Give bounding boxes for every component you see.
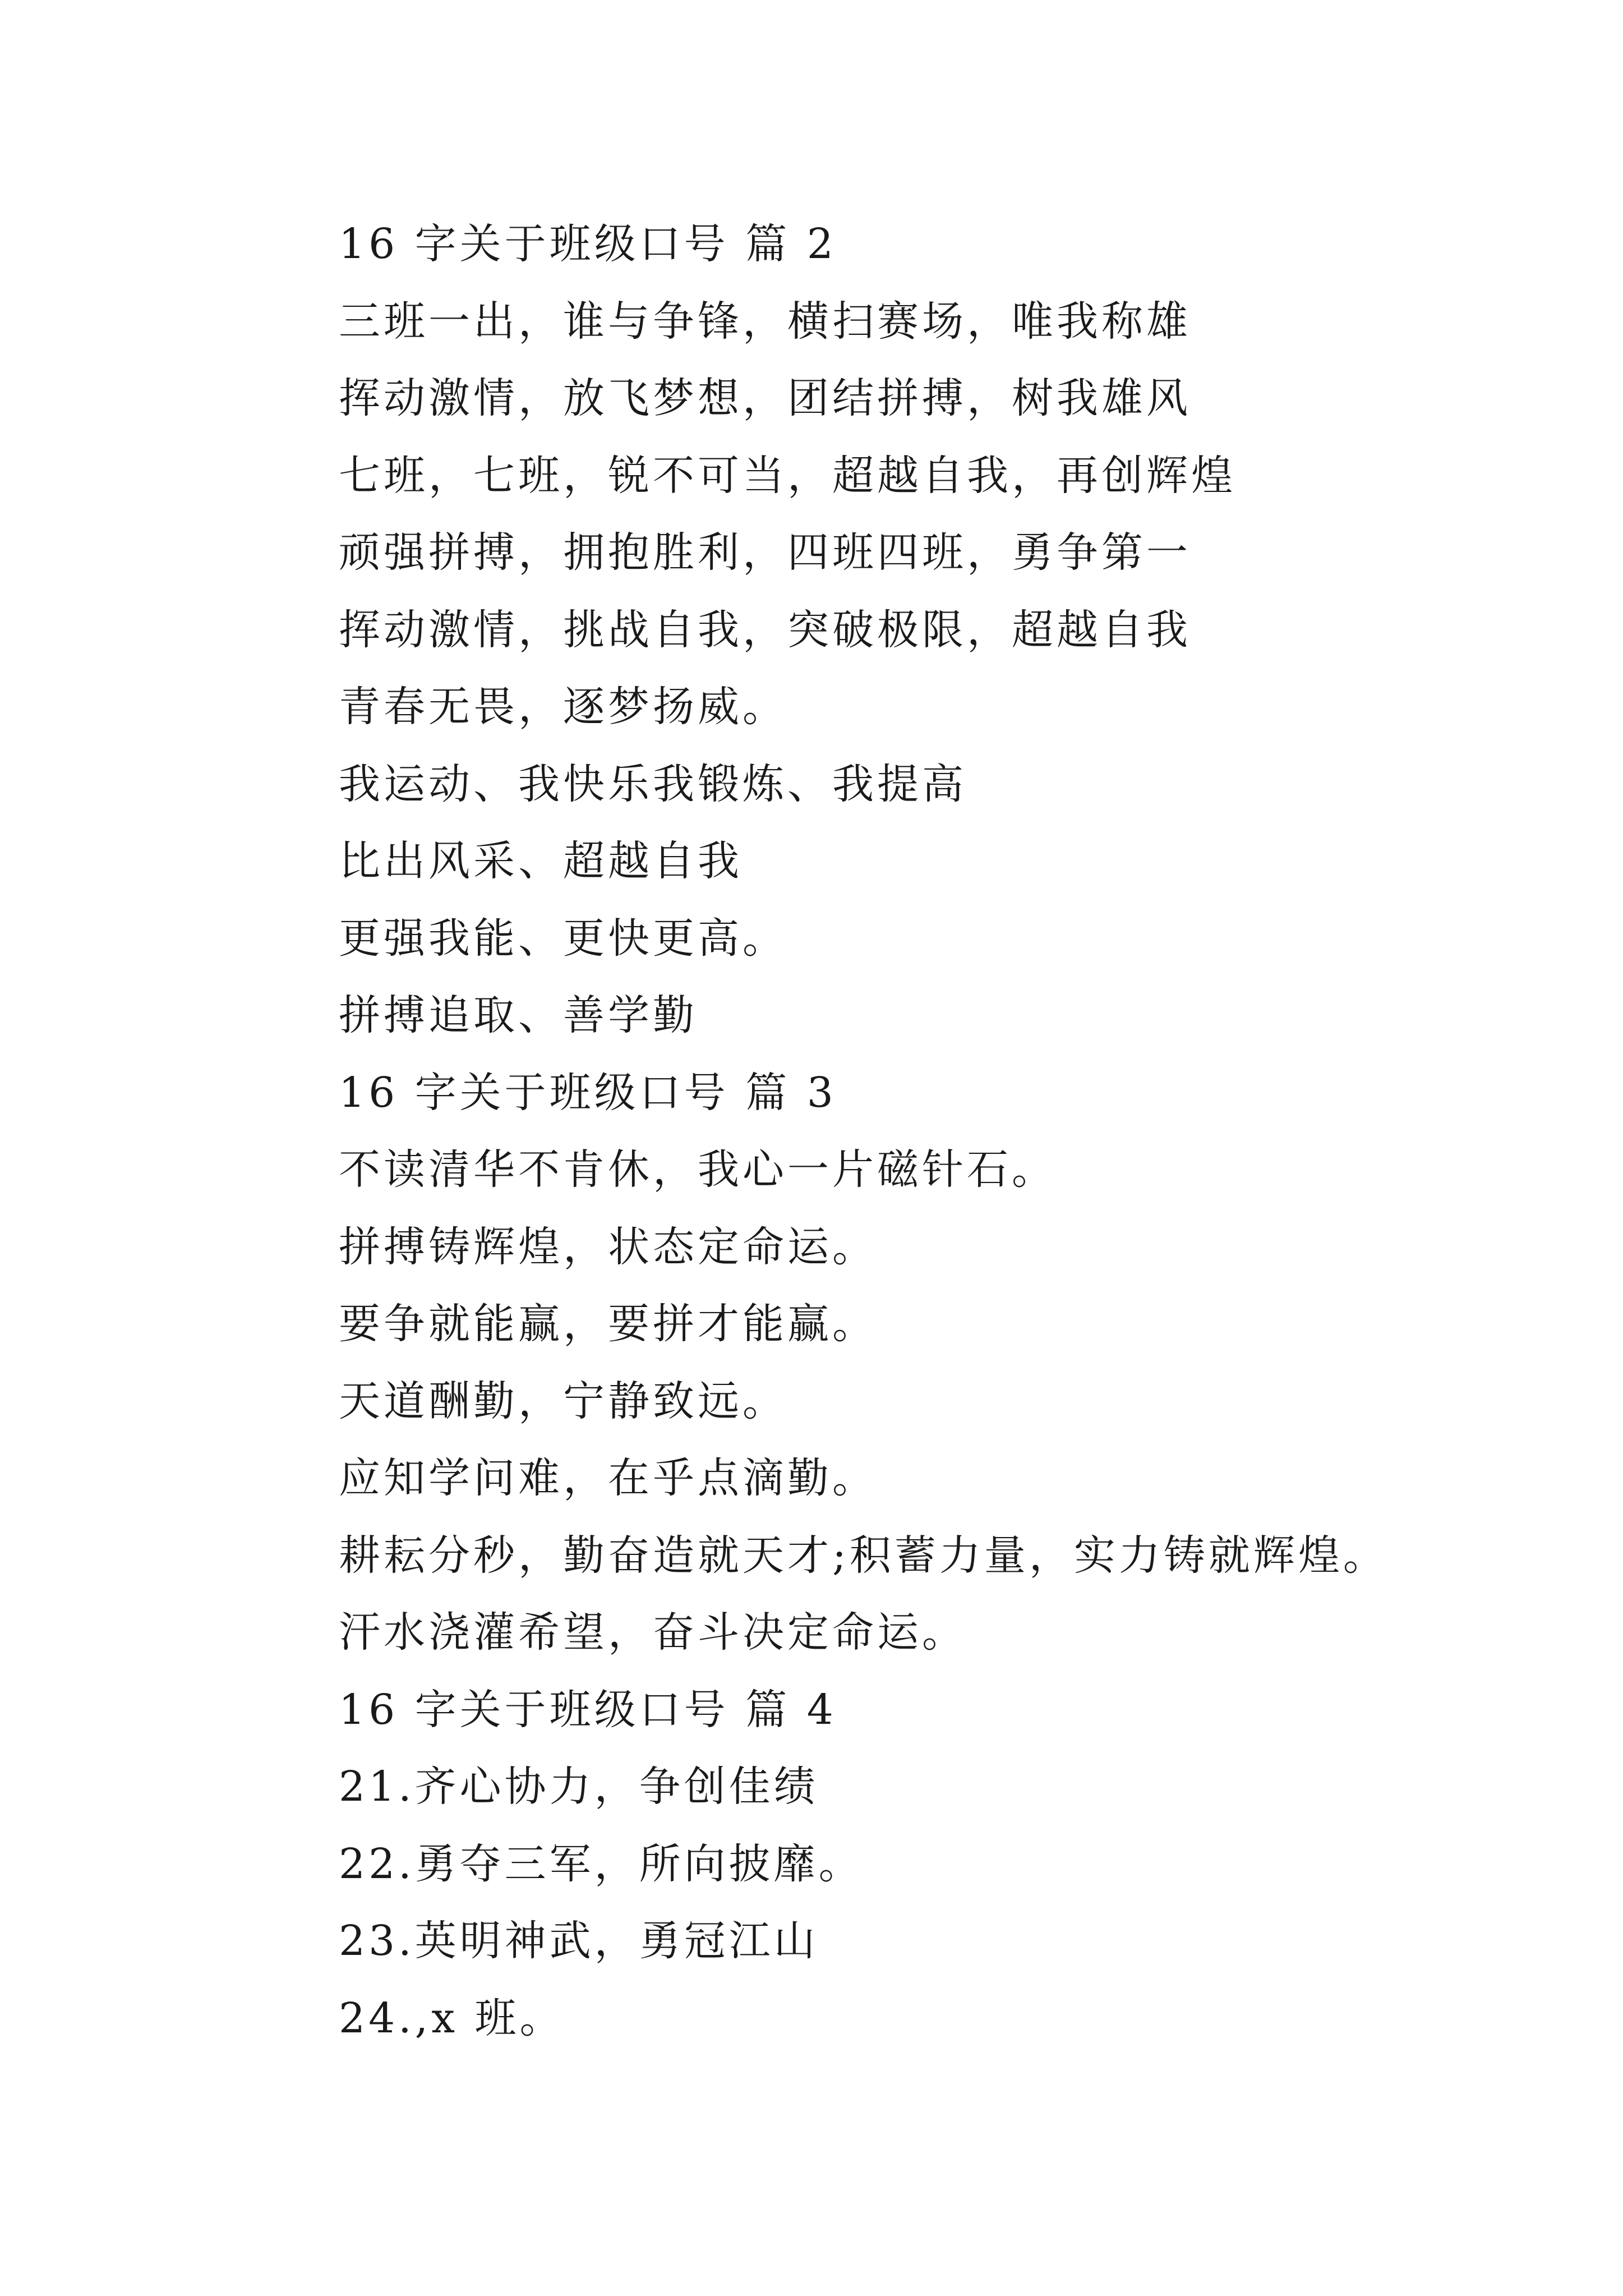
section-heading: 16 字关于班级口号 篇 4 — [339, 1685, 837, 1734]
text-line: 拼搏铸辉煌，状态定命运。 — [339, 1222, 877, 1271]
text-line: 三班一出，谁与争锋，横扫赛场，唯我称雄 — [339, 297, 1191, 346]
text-line: 顽强拼搏，拥抱胜利，四班四班，勇争第一 — [339, 528, 1191, 577]
text-line: 七班，七班，锐不可当，超越自我，再创辉煌 — [339, 451, 1236, 500]
numbered-line: 21.齐心协力，争创佳绩 — [339, 1763, 819, 1811]
text-line: 不读清华不肯休，我心一片磁针石。 — [339, 1145, 1057, 1194]
section-heading: 16 字关于班级口号 篇 2 — [339, 220, 837, 268]
section-heading: 16 字关于班级口号 篇 3 — [339, 1068, 837, 1117]
text-line: 挥动激情，放飞梦想，团结拼搏，树我雄风 — [339, 374, 1191, 422]
numbered-line: 22.勇夺三军，所向披靡。 — [339, 1839, 864, 1888]
numbered-line: 24.,x 班。 — [339, 1994, 565, 2042]
text-line: 拼搏追取、善学勤 — [339, 991, 698, 1039]
text-line: 汗水浇灌希望，奋斗决定命运。 — [339, 1608, 967, 1657]
text-line: 青春无畏，逐梦扬威。 — [339, 683, 787, 731]
text-line: 我运动、我快乐我锻炼、我提高 — [339, 760, 967, 808]
text-line: 耕耘分秒，勤奋造就天才;积蓄力量，实力铸就辉煌。 — [339, 1531, 1388, 1580]
numbered-line: 23.英明神武，勇冠江山 — [339, 1917, 819, 1965]
text-line: 比出风采、超越自我 — [339, 837, 743, 885]
text-line: 天道酬勤，宁静致远。 — [339, 1377, 787, 1425]
text-line: 要争就能赢，要拼才能赢。 — [339, 1300, 877, 1348]
text-line: 应知学问难，在乎点滴勤。 — [339, 1454, 877, 1502]
document-body — [339, 213, 1516, 2064]
text-line: 挥动激情，挑战自我，突破极限，超越自我 — [339, 605, 1191, 654]
text-line: 更强我能、更快更高。 — [339, 914, 787, 963]
